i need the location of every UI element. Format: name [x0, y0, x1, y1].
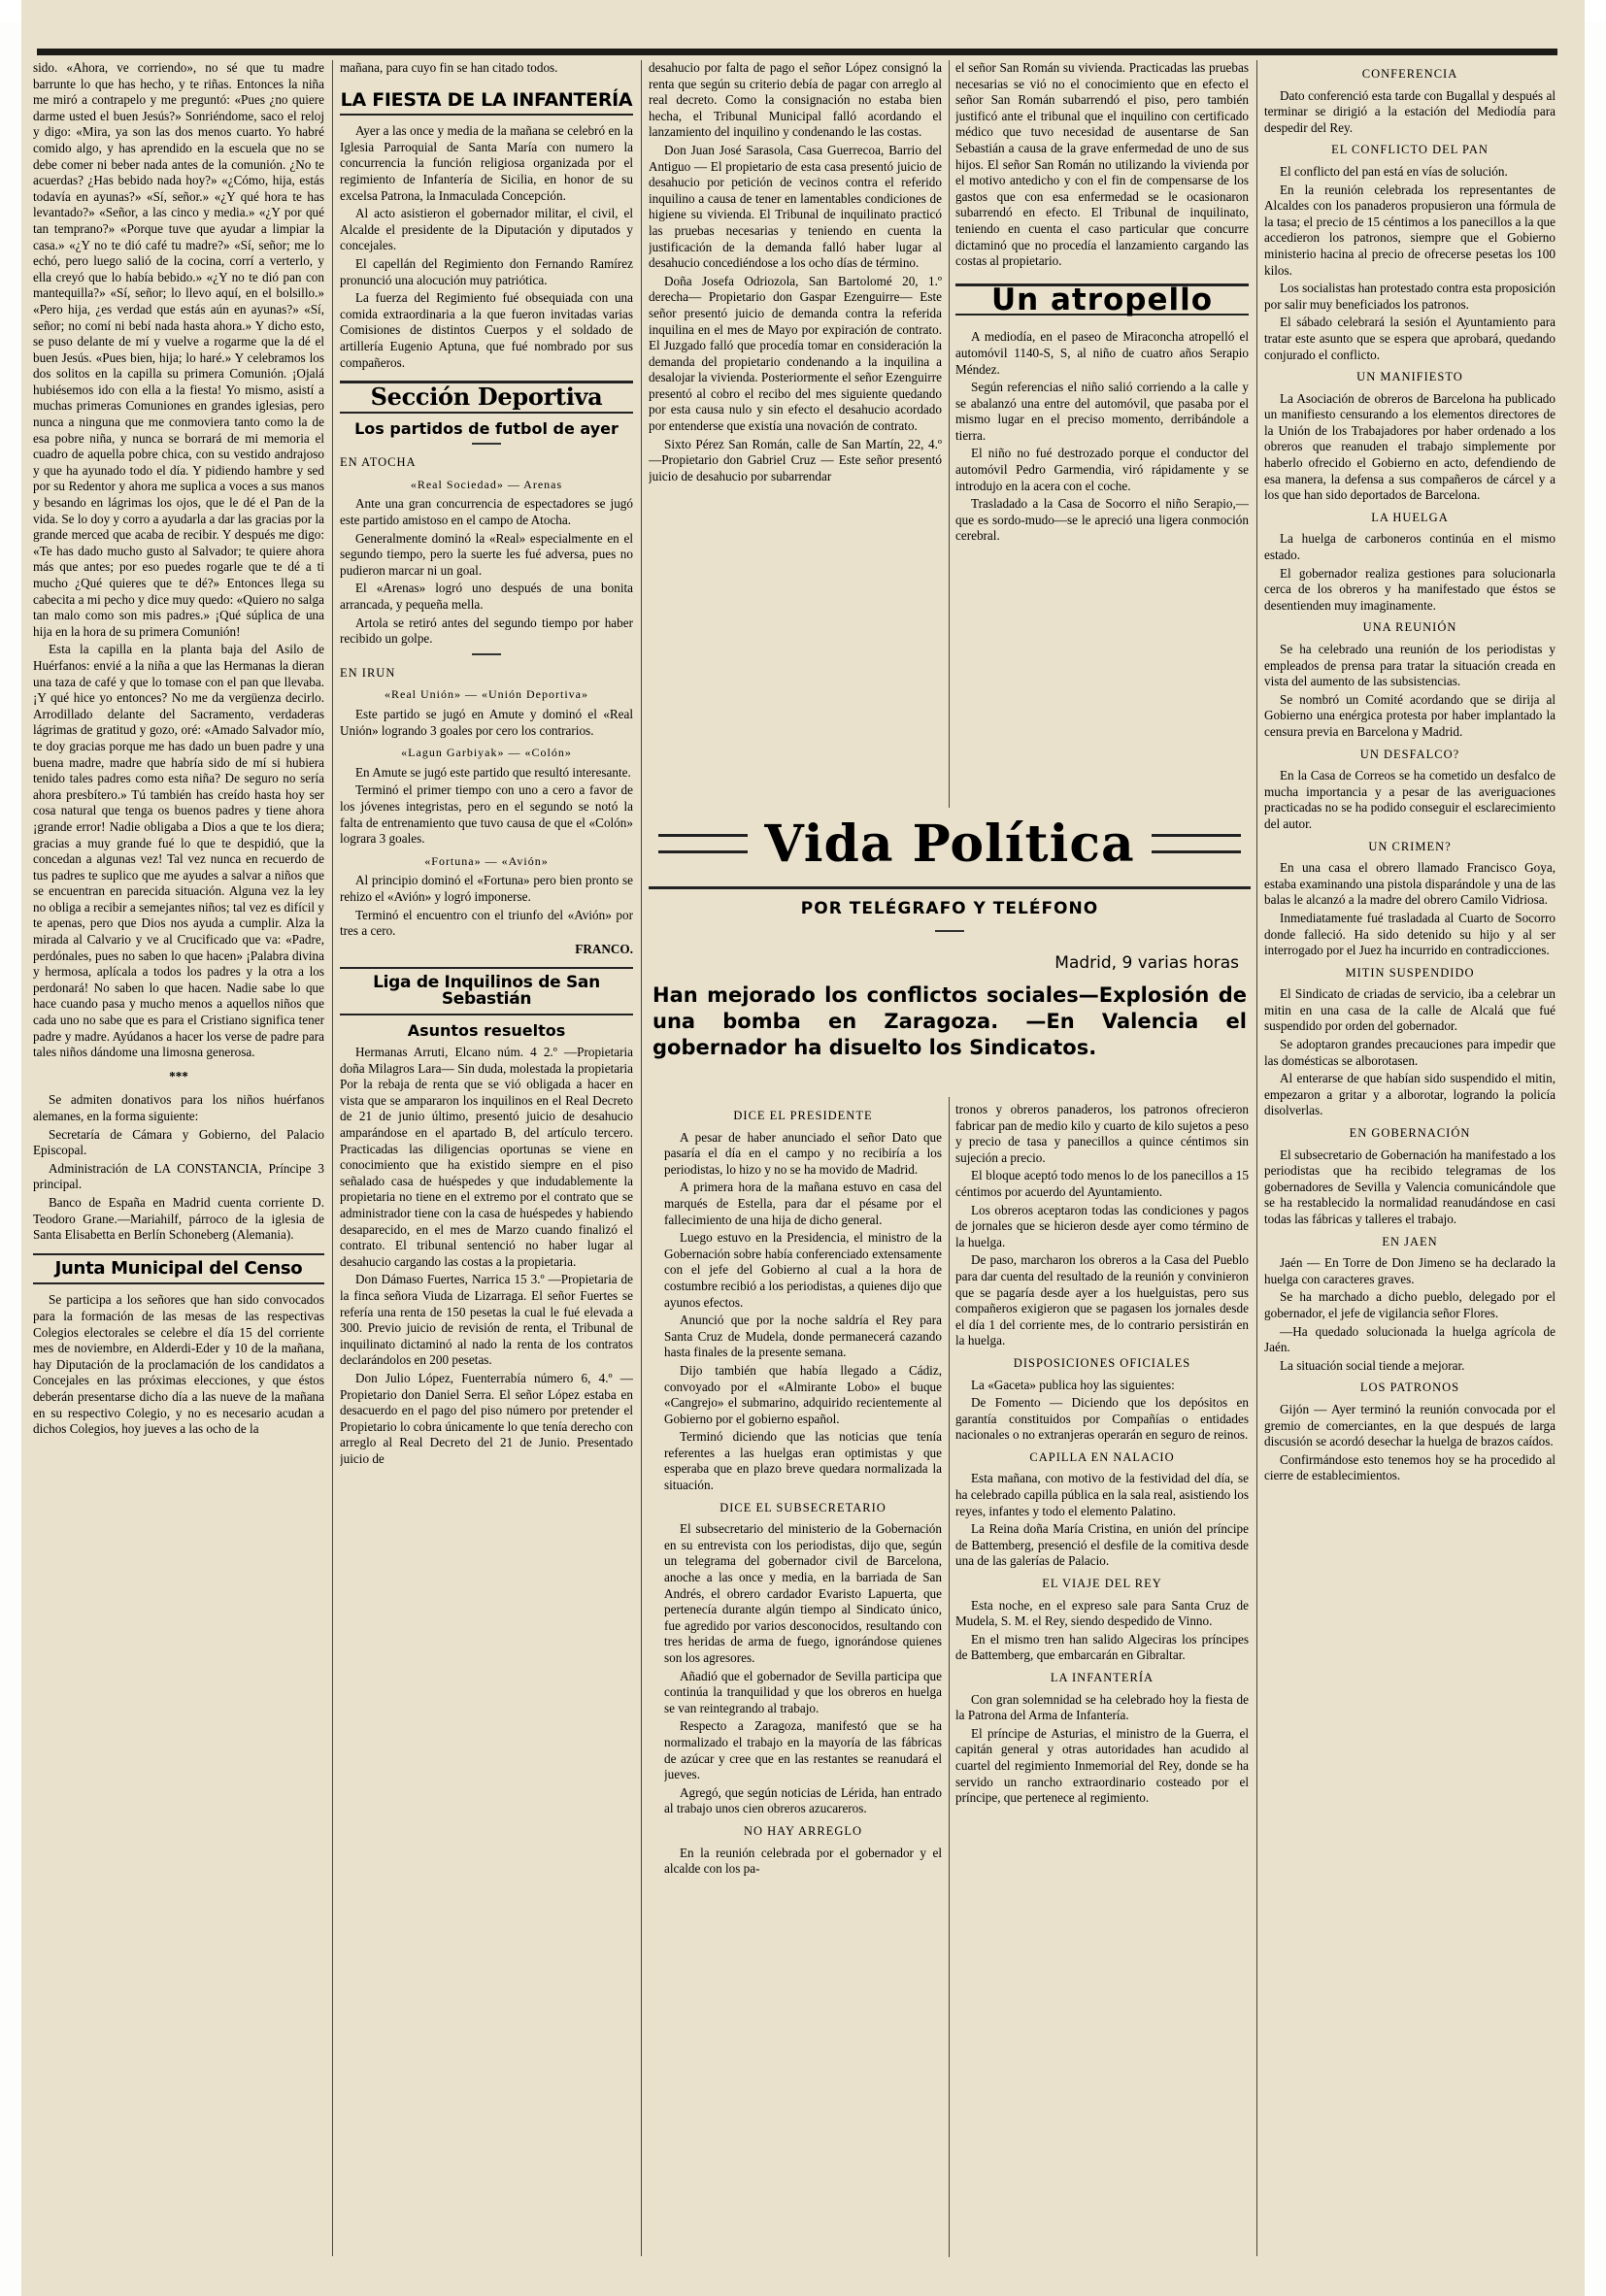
section-heading: LA FIESTA DE LA INFANTERÍA	[340, 86, 633, 116]
top-rule	[37, 49, 1557, 55]
article-paragraph: Don Juan José Sarasola, Casa Guerrecoa, Barrio del Antiguo — El propietario de esta casa presentó juicio de desahucio por petición de vecinos contra el referido inquilino a causa de tener en lamentables condiciones de higiene su vivienda. El Tribunal de inquilinato practicó las pruebas necesarias y teniendo en cuenta la justificación de la demanda falló haber lugar al desahucio concediéndose a los ocho días de término.	[649, 142, 942, 271]
column-divider	[949, 60, 950, 808]
subsection-heading: LOS PATRONOS	[1359, 1381, 1460, 1395]
donation-notice: Se admiten donativos para los niños huérfanos alemanes, en la forma siguiente:	[33, 1092, 324, 1123]
article-paragraph: Inmediatamente fué trasladada al Cuarto de Socorro donde falleció. Ha sido detenido su hijo y al ser interrogado por el Juez ha incurrido en contradicciones.	[1264, 910, 1556, 958]
article-paragraph: Dijo también que había llegado a Cádiz, convoyado por el «Almirante Lobo» el buque «Cangrejo» el submarino, adquirido recientemente al Gobierno por el gobierno español.	[664, 1362, 942, 1426]
article-paragraph: El príncipe de Asturias, el ministro de la Guerra, el capitán general y otras autoridades han acudido al cuartel del regimiento Inmemorial del Rey, donde se ha servido un rancho extraordinario costeado por el príncipe, que pertenece al regimiento.	[955, 1725, 1249, 1806]
article-paragraph: Respecto a Zaragoza, manifestó que se ha normalizado el trabajo en la mayoría de las fábricas de azúcar y cree que en las restantes se reanudará el jueves.	[664, 1718, 942, 1782]
article-paragraph: Artola se retiró antes del segundo tiempo por haber recibido un golpe.	[340, 615, 633, 647]
article-paragraph: Al acto asistieron el gobernador militar, el civil, el Alcalde el presidente de la Diputación y diputados y concejales.	[340, 206, 633, 253]
match-location: EN IRUN	[340, 665, 396, 680]
article-paragraph: Agregó, que según noticias de Lérida, han entrado al trabajo unos cien obreros azucareros.	[664, 1784, 942, 1816]
article-paragraph: Los socialistas han protestado contra esta proposición por salir muy beneficiados los patronos.	[1264, 281, 1556, 312]
column-4	[955, 60, 1249, 808]
article-paragraph: En una casa el obrero llamado Francisco Goya, estaba examinando una pistola disparándole y una de las balas le alcanzó a la madre del obrero Camilo Vidriosa.	[1264, 860, 1556, 908]
article-paragraph: Generalmente dominó la «Real» especialmente en el segundo tiempo, pero la suerte les fué adversa, pues no pudieron marcar ni un goal.	[340, 530, 633, 578]
subsection-heading: CAPILLA EN NALACIO	[1029, 1449, 1175, 1464]
column-3	[649, 60, 942, 808]
article-paragraph: Añadió que el gobernador de Sevilla participa que continúa la tranquilidad y que los obreros en huelga se van reintegrando al trabajo.	[664, 1668, 942, 1715]
divider	[935, 930, 964, 932]
subsection-heading: EL VIAJE DEL REY	[1042, 1577, 1162, 1591]
article-paragraph: El subsecretario del ministerio de la Gobernación en su entrevista con los periodistas, dijo que, según un telegrama del gobernador civil de Barcelona, anoche a las once y media, en la barriada de San Andrés, el obrero cardador Evaristo Lapuerta, que pertenecía durante algún tiempo al Sindicato único, fue agredido por varios desconocidos, resultando con tres heridas de arma de fuego, ignorándose quienes son los agresores.	[664, 1521, 942, 1665]
donation-notice: Banco de España en Madrid cuenta corriente D. Teodoro Grane.—Mariahilf, párroco de la iglesia de Santa Elisabetta en Berlín Schoneberg (Alemania).	[33, 1194, 324, 1243]
article-paragraph: Don Dámaso Fuertes, Narrica 15 3.º —Propietaria de la finca señora Viuda de Lizarraga. El señor Fuertes se refería una renta de 150 pesetas la cual le fué elevada a 300. Previo juicio de revisión de renta, el Tribunal de inquilinato dictaminó al nado la renta de los contratos declarándolos en 200 pesetas.	[340, 1272, 633, 1368]
article-paragraph: Luego estuvo en la Presidencia, el ministro de la Gobernación sobre había conferenciado extensamente con el jefe del Gobierno al cual a la hora de costumbre recibió a los periodistas, a quienes dijo que ayunos efectos.	[664, 1230, 942, 1310]
article-paragraph: sido. «Ahora, ve corriendo», no sé que tu madre barrunte lo que has hecho, y te riñas. Entonces la niña me miró a contrapelo y me preguntó: «Pues ¿no quiere darme usted el buen Jesús?» Sonriéndome, saco el reloj y digo: «Mira, ya son las dos menos cuarto. Yo habré comido algo, y has aprendido en la escuela que no se debe comer ni beber nada antes de la comunión. ¿No te acuerdas? ¿Has bebido nada hoy?» «¿Cómo, hija, estás todavía en ayunas?» «Sí, señor.» «¿Y qué hora te has levantado?» «Señor, a las cinco y media.» «¿Y por qué tan temprano?» «Porque tuve que ayudar a limpiar la casa.» «¿Y no te dió café tu madre?» «Sí, señor; me lo echó, pero luego salió de la cocina, corrí a verterlo, y ella creyó que lo había bebido.» «¿Y no te dió pan con mantequilla?» «Sí, señor; lo llevo aquí, en el bolsillo.» «Pero hija, ¿es verdad que estás aún en ayunas?» «Sí, señor; no comí ni bebí nada hasta ahora.» Y dicho esto, se puso delante de mí y vuelve a rogarme que la dé el buen Jesús. «Pues bien, hija; lo haré.» Y celebramos los dos solitos en la capilla su primera Comunión. ¡Ojalá hubiésemos ido con ella a la fiesta! Yo mismo, asistí a muchas primeras Comuniones en grandes iglesias, pero nunca a ninguna que me conmoviera tanto como la de esa pobre niña, y nunca se borrará de mi memoria el cuadro de aquella pobre chica, con su vestido andrajoso y que ha ayunado todo el día. Y pidiendo hambre y sed por su Redentor y ahora me suplica a voces a sus manos y besando en lágrimas los ojos, que le dé el Pan de la vida. Se lo doy y corro a ayudarla a dar las gracias por la grande merced que acaba de recibir. Y después me digo: «Te has dado mucho gusto al Salvador; te quiere ahora más que antes; por eso puedes rogarle que te dé a ti mucho ¿Qué quieres que te dé?» Entonces llega su cabecita a mi pecho y dice muy quedo: «Quiero no salga tan malo como son mis padres.» ¡Qué súplica de una hija en la hora de su primera Comunión!	[33, 60, 324, 639]
section-heading: Sección Deportiva	[340, 381, 633, 414]
subsection-heading: Asuntos resueltos	[407, 1020, 566, 1040]
match-teams: «Real Sociedad» — Arenas	[410, 477, 563, 491]
subsection-heading: LA HUELGA	[1371, 510, 1449, 524]
article-paragraph: A primera hora de la mañana estuvo en casa del marqués de Estella, para dar el pésame por el fallecimiento de una hija de dicho general.	[664, 1180, 942, 1227]
subsection-heading: UN CRIMEN?	[1368, 839, 1452, 853]
article-paragraph: Confirmándose esto tenemos hoy se ha procedido al cierre de establecimientos.	[1264, 1451, 1556, 1483]
column-1	[33, 60, 324, 2254]
article-paragraph: Anunció que por la noche saldría el Rey para Santa Cruz de Mudela, donde permanecerá cazando hasta finales de la presente semana.	[664, 1313, 942, 1360]
section-title-text: Vida Política	[764, 815, 1135, 874]
donation-notice: Secretaría de Cámara y Gobierno, del Palacio Episcopal.	[33, 1126, 324, 1158]
article-paragraph: Trasladado a la Casa de Socorro el niño Serapio,—que es sordo-mudo—se le apreció una ligera conmoción cerebral.	[955, 496, 1249, 544]
match-teams: «Lagun Garbiyak» — «Colón»	[401, 746, 572, 760]
section-heading: Liga de Inquilinos de San Sebastián	[340, 967, 633, 1015]
divider	[649, 886, 1251, 889]
article-paragraph: Según referencias el niño salió corriendo a la calle y se abalanzó una entre del automóvil, que pasaba por el mismo lugar en el preciso momento, derribándole a tierra.	[955, 380, 1249, 443]
article-paragraph: De paso, marcharon los obreros a la Casa del Pueblo para dar cuenta del resultado de la reunión y convinieron que se pagaría desde ayer a los huelguistas, pero sus compañeros exigieron que se pagasen los jornales desde el día 1 del corriente mes, de lo contrario persistirán en la huelga.	[955, 1252, 1249, 1348]
column-divider	[332, 60, 333, 2256]
article-paragraph: Doña Josefa Odriozola, San Bartolomé 20, 1.º derecha— Propietario don Gaspar Ezenguirre— Este señor presentó juicio de demanda contra la referida inquilina en el mes de Mayo por expiración de contrato. El Juzgado falló que procedía tomar en consideración la demanda del propietario condenando a la inquilina a desalojar la vivienda. Posteriormente el señor Ezenguirre presentó al cobro el recibo del mes siguiente quedando por esta causa nulo y sin efecto el desahucio acordado por entenderse que existía una novación de contrato.	[649, 273, 942, 434]
article-paragraph: La fuerza del Regimiento fué obsequiada con una comida extraordinaria a la que fueron invitadas varias Comisiones de distintos Cuerpos y el soldado de artillería Eugenio Aptuna, que fué nombrado por sus compañeros.	[340, 290, 633, 370]
column-divider	[641, 60, 642, 2256]
article-paragraph: Esta noche, en el expreso sale para Santa Cruz de Mudela, S. M. el Rey, siendo despedido de Vinno.	[955, 1597, 1249, 1629]
section-separator: ***	[169, 1068, 188, 1083]
article-paragraph: Dato conferenció esta tarde con Bugallal y después al terminar se dirigió a la estación del Mediodía para despedir del Rey.	[1264, 87, 1556, 135]
article-paragraph: A mediodía, en el paseo de Miraconcha atropelló el automóvil 1140-S, S, al niño de cuatro años Serapio Méndez.	[955, 329, 1249, 377]
column-divider	[949, 1097, 950, 2257]
section-heading: Junta Municipal del Censo	[33, 1253, 324, 1285]
title-ornament	[658, 834, 748, 853]
article-paragraph: En la Casa de Correos se ha cometido un desfalco de mucha importancia y a pesar de las averiguaciones practicadas no se ha podido conseguir el esclarecimiento del autor.	[1264, 768, 1556, 831]
article-paragraph: tronos y obreros panaderos, los patronos ofrecieron fabricar pan de medio kilo y cuarto de kilo sujetos a peso y precio de tasa y panecillos a quince céntimos sin sujeción a precio.	[955, 1102, 1249, 1165]
article-paragraph: Se adoptaron grandes precauciones para impedir que las domésticas se alborotasen.	[1264, 1037, 1556, 1068]
article-paragraph: En la reunión celebrada por el gobernador y el alcalde con los pa-	[664, 1845, 942, 1877]
article-paragraph: el señor San Román su vivienda. Practicadas las pruebas necesarias se vió no el conocimiento que en efecto el señor San Román subarrendó el piso, pero también justificó ante el tribunal que el inquilino con certificado médico que tuvo necesidad de ausentarse de San Sebastián a causa de la grave enfermedad de uno de sus hijos. El señor San Román no utilizando la vivienda por el motivo antedicho y con el fin de compensarse de los gastos que con esa enfermedad se le ocasionaron subarrendó en efecto. El Tribunal de inquilinato, teniendo en cuenta el caso particular que concurre dictaminó que no procedía el lanzamiento cargando las costas al propietario.	[955, 60, 1249, 269]
vida-politica-section	[649, 811, 1251, 1069]
article-paragraph: En la reunión celebrada los representantes de Alcaldes con los panaderos propusieron una fórmula de la tasa; el precio de 15 céntimos a los panecillos a la que accedieron los patronos, siempre que el Gobierno ministerio hacina al precio de ofrecerse pesetas los 100 kilos.	[1264, 182, 1556, 278]
subsection-heading: UNA REUNIÓN	[1362, 620, 1457, 635]
article-paragraph: La situación social tiende a mejorar.	[1280, 1357, 1465, 1373]
article-paragraph: Esta la capilla en la planta baja del Asilo de Huérfanos: envié a la niña a que las Hermanas la dieran una taza de café y que lo tomase con el pan que llevaba. ¡Y qué hice yo entonces? No me da vergüenza decirlo. Arrodillado delante del Sacramento, verdaderas lágrimas de gratitud y gozo, oré: «Amado Salvador mío, te doy gracias porque me has dado un buen padre y una buena madre, madre que habría sido de mí si hubiera tenido tales padres como esta niña? De seguro no sería ahora presbítero.» Tú también has creído hasta hoy ser cosa natural que tenga os buenos padres y tiene ahora ¡grande error! Nadie obligaba a Dios a que te los diera; gracias a muy grande fué lo que te despidió, que la concedan a algunas vez! Tal vez nunca en recuerdo de tus padres te suplico que me ayudes a salvar a niños que se encuentran en parecida situación. Alguna vez la ley no obliga a recibir a semejantes niños; tal vez es difícil y te apenas, pero que Dios nos ayuda a cumplir. Alza la mirada al Calvario y ve al Crucificado que va: «Padre, perdónales, pues no saben lo que hacen» ¡Palabra divina y hermosa, aplícala a todos los padres y la otra a los perdonará! No saben lo que hacen. Nadie sabe lo que hace cuando pasa y mucho menos a aquellos niños que cada uno no sabe que es para el Cristiano significa tener padre y madre. Ayúdanos a hacer los verse de padre para tales niños dándome una limosna generosa.	[33, 642, 324, 1060]
article-paragraph: Al principio dominó el «Fortuna» pero bien pronto se rehizo el «Avión» y logró imponerse.	[340, 873, 633, 904]
subsection-heading: NO HAY ARREGLO	[743, 1823, 863, 1838]
article-paragraph: Se ha celebrado una reunión de los periodistas y empleados de prensa para tratar la situación creada en vista del aumento de las subsistencias.	[1264, 642, 1556, 689]
section-heading: Un atropello	[955, 283, 1249, 316]
subsection-heading: LA INFANTERÍA	[1050, 1671, 1154, 1684]
donation-notice: Administración de LA CONSTANCIA, Príncipe 3 principal.	[33, 1160, 324, 1192]
article-paragraph: Con gran solemnidad se ha celebrado hoy la fiesta de la Patrona del Arma de Infantería.	[955, 1691, 1249, 1723]
article-paragraph: Jaén — En Torre de Don Jimeno se ha declarado la huelga con caracteres graves.	[1264, 1255, 1556, 1286]
article-paragraph: Al enterarse de que habían sido suspendido el mitin, empezaron a gritar y a alborotar, logrando la policía disolverlas.	[1264, 1071, 1556, 1118]
article-paragraph: Gijón — Ayer terminó la reunión convocada por el gremio de comerciantes, en la que después de larga discusión se acordó desechar la huelga de brazos caídos.	[1264, 1401, 1556, 1449]
article-paragraph: El subsecretario de Gobernación ha manifestado a los periodistas que ha recibido telegramas de los gobernadores de Sevilla y Valencia comunicándole que se ha restablecido la normalidad reanudándose en casi todas las fábricas y talleres el trabajo.	[1264, 1147, 1556, 1226]
article-paragraph: Se ha marchado a dicho pueblo, delegado por el gobernador, el jefe de vigilancia señor Flores.	[1264, 1289, 1556, 1320]
subsection-heading: EL CONFLICTO DEL PAN	[1331, 143, 1489, 157]
article-paragraph: Terminó diciendo que las noticias que tenía referentes a las huelgas eran optimistas y que esperaba que en plazo breve quedara normalizada la situación.	[664, 1429, 942, 1493]
article-paragraph: La huelga de carboneros continúa en el mismo estado.	[1264, 531, 1556, 563]
column-divider	[1256, 60, 1257, 2256]
article-paragraph: El niño no fué destrozado porque el conductor del automóvil Pedro Garmendia, viró rápidamente y se introdujo en la acera con el coche.	[955, 446, 1249, 493]
vida-column-1	[664, 1102, 942, 2238]
match-location: EN ATOCHA	[340, 455, 417, 470]
subsection-heading: CONFERENCIA	[1361, 67, 1458, 81]
subsection-heading: UN MANIFIESTO	[1356, 370, 1463, 384]
article-paragraph: En el mismo tren han salido Algeciras los príncipes de Battemberg, que embarcarán en Gibraltar.	[955, 1631, 1249, 1663]
article-paragraph: El conflicto del pan está en vías de solución.	[1280, 163, 1508, 179]
article-paragraph: El bloque aceptó todo menos lo de los panecillos a 15 céntimos por acuerdo del Ayuntamiento.	[955, 1168, 1249, 1199]
author-signature: FRANCO.	[575, 941, 633, 956]
article-paragraph: La «Gaceta» publica hoy las siguientes:	[971, 1377, 1175, 1392]
subsection-heading: DICE EL PRESIDENTE	[733, 1109, 873, 1122]
article-paragraph: De Fomento — Diciendo que los depósitos en garantía constituidos por Compañías o entidades nacionales o no extranjeras operarán en seguro de reinos.	[955, 1395, 1249, 1443]
article-paragraph: A pesar de haber anunciado el señor Dato que pasaría el día en el campo y no recibiría a los periodistas, lo hizo y no se ha movido de Madrid.	[664, 1129, 942, 1177]
article-paragraph: Se nombró un Comité acordando que se dirija al Gobierno una enérgica protesta por haber implantado la censura previa en Barcelona y Madrid.	[1264, 691, 1556, 739]
vida-column-2	[955, 1102, 1249, 2238]
column-2	[340, 60, 633, 2254]
subsection-heading: Los partidos de futbol de ayer	[354, 418, 619, 438]
divider	[472, 443, 501, 445]
article-paragraph: Terminó el primer tiempo con uno a cero a favor de los jóvenes integristas, pero en el segundo se notó la falta de entrenamiento que tuvo causa de que el «Colón» lograra 3 goales.	[340, 782, 633, 847]
dateline: Madrid, 9 varias horas	[1054, 953, 1239, 973]
article-paragraph: Los obreros aceptaron todas las condiciones y pagos de jornales que se hicieron desde ayer como término de la huelga.	[955, 1202, 1249, 1249]
section-subtitle: POR TELÉGRAFO Y TELÉFONO	[800, 899, 1099, 918]
article-paragraph: Esta mañana, con motivo de la festividad del día, se ha celebrado capilla pública en la sala real, asistiendo los reyes, infantes y todo el elemento Palatino.	[955, 1471, 1249, 1518]
article-paragraph: El sábado celebrará la sesión el Ayuntamiento para tratar este asunto que se espera que aprobará, quedando conjurado el conflicto.	[1264, 315, 1556, 362]
article-paragraph: desahucio por falta de pago el señor López consignó la renta que según su criterio debía de pagar con arreglo al real decreto. Como la consignación no estaba bien hecha, el Tribunal Municipal falló acordando el lanzamiento del inquilino y condenando le las costas.	[649, 60, 942, 140]
article-paragraph: Terminó el encuentro con el triunfo del «Avión» por tres a cero.	[340, 907, 633, 939]
article-paragraph: La Asociación de obreros de Barcelona ha publicado un manifiesto censurando a los elementos directores de la Unión de los Trabajadores por haber ordenado a los obreros que reanuden el trabajo simplemente por haberlo ofrecido el Gobierno en acto, defendiendo de esa manera, la defensa a sus compañeros de cárcel y a los que han sido deportados de Barcelona.	[1264, 390, 1556, 503]
section-title	[649, 811, 1251, 879]
subsection-heading: EN GOBERNACIÓN	[1349, 1126, 1471, 1141]
article-paragraph: Sixto Pérez San Román, calle de San Martín, 22, 4.º—Propietario don Gabriel Cruz — Este señor presentó juicio de desahucio por subarrendar	[649, 436, 942, 483]
article-paragraph: Ante una gran concurrencia de espectadores se jugó este partido amistoso en el campo de Atocha.	[340, 496, 633, 528]
article-paragraph: Se participa a los señores que han sido convocados para la formación de las mesas de las respectivas Colegios electorales se celebre el día 15 del corriente mes de noviembre, en Alderdi-Eder y 10 de la mañana, hay Diputación de la proclamación de los candidatos a Concejales en las próximas elecciones, y que éstos deberán presentarse dicho día a las nueve de la mañana en su respectivo Colegio, y no es necesario acudan a dichos Colegios, hoy jueves a las ocho de la	[33, 1292, 324, 1437]
article-paragraph: La Reina doña María Cristina, en unión del príncipe de Battemberg, presenció el desfile de la comitiva desde una de las galerías de Palacio.	[955, 1521, 1249, 1569]
match-teams: «Fortuna» — «Avión»	[424, 853, 549, 868]
article-paragraph: En Amute se jugó este partido que resultó interesante.	[355, 764, 631, 780]
subsection-heading: EN JAEN	[1382, 1234, 1438, 1248]
article-paragraph: —Ha quedado solucionada la huelga agrícola de Jaén.	[1264, 1323, 1556, 1355]
article-paragraph: mañana, para cuyo fin se han citado todos.	[340, 60, 558, 75]
article-paragraph: El gobernador realiza gestiones para solucionarla cerca de los obreros y ha manifestado que éstos se desentienden muy imaginamente.	[1264, 565, 1556, 613]
article-paragraph: Hermanas Arruti, Elcano núm. 4 2.º —Propietaria doña Milagros Lara— Sin duda, molestada la propietaria Por la rebaja de renta que se vió obligada a hacer en vista que se ampararon los inquilinos en el Real Decreto de 21 de junio último, presentó juicio de desahucio amparándose en el apartado B, del artículo tercero. Practicadas las diligencias oportunas se viene en conocimiento que ha existido siempre en el piso señalado casa de huéspedes y que indudablemente la propietaria no tiene en el extremo por el contrato que se administrador tiene con la casa de huéspedes y habiendo desaparecido, en el mes de Marzo cuando finalizó el contrato. El tribunal sentenció no haber lugar al desahucio cargando las costas a la propietaria.	[340, 1045, 633, 1269]
subsection-heading: UN DESFALCO?	[1359, 747, 1460, 761]
subsection-heading: MITIN SUSPENDIDO	[1345, 965, 1475, 980]
article-paragraph: Don Julio López, Fuenterrabía número 6, 4.º — Propietario don Daniel Serra. El señor López estaba en desacuerdo en el pago del piso número por pretender el Propietario lo cobra únicamente lo que tenía derecho con arreglo al Real Decreto del 21 de Junio. Presentado juicio de	[340, 1370, 633, 1466]
article-paragraph: El Sindicato de criadas de servicio, iba a celebrar un mitin en una casa de la calle de Alcalá que fué suspendido por orden del gobernador.	[1264, 986, 1556, 1034]
subsection-heading: DICE EL SUBSECRETARIO	[719, 1500, 887, 1514]
match-teams: «Real Unión» — «Unión Deportiva»	[385, 687, 588, 702]
article-paragraph: Este partido se jugó en Amute y dominó el «Real Unión» logrando 3 goales por cero los contrarios.	[340, 707, 633, 738]
article-paragraph: El capellán del Regimiento don Fernando Ramírez pronunció una alocución muy patriótica.	[340, 255, 633, 287]
column-5	[1264, 60, 1556, 2254]
headline: Han mejorado los conflictos sociales—Explosión de una bomba en Zaragoza. —En Valencia el gobernador ha disuelto los Sindicatos.	[652, 983, 1247, 1059]
article-paragraph: Ayer a las once y media de la mañana se celebró en la Iglesia Parroquial de Santa María con numero la concurrencia la función religiosa organizada por el regimiento de Infantería de Sicilia, en honor de su excelsa Patrona, la Inmaculada Concepción.	[340, 123, 633, 203]
divider	[472, 653, 501, 655]
title-ornament	[1152, 834, 1241, 853]
article-paragraph: El «Arenas» logró uno después de una bonita arrancada, y pequeña mella.	[340, 581, 633, 613]
subsection-heading: DISPOSICIONES OFICIALES	[1013, 1355, 1191, 1370]
